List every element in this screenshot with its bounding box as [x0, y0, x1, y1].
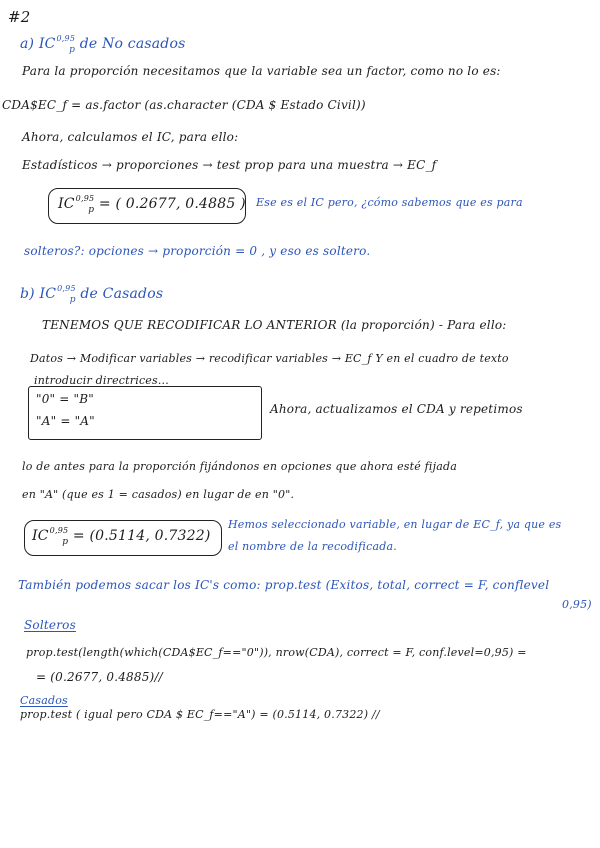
- section-b-note2: el nombre de la recodificada.: [228, 540, 397, 553]
- section-a-note1: Ese es el IC pero, ¿cómo sabemos que es para: [256, 196, 523, 209]
- section-b-result-sup: 0,95: [49, 526, 69, 535]
- section-b-title-prefix: b) IC: [20, 286, 57, 302]
- section-a-line2: Ahora, calculamos el IC, para ello:: [22, 130, 239, 144]
- section-a-result-value: = ( 0.2677, 0.4885 ): [98, 196, 246, 212]
- exercise-number: #2: [8, 8, 31, 26]
- section-a-note2: solteros?: opciones → proporción = 0 , y eso es soltero.: [24, 244, 371, 258]
- section-b-result-value: = (0.5114, 0.7322): [72, 528, 211, 544]
- section-a-title-sub: p: [69, 45, 76, 55]
- section-b-line5: en "A" (que es 1 = casados) en lugar de en "0".: [22, 488, 295, 501]
- section-b-result: [32, 526, 211, 547]
- section-b-result-sub: p: [62, 537, 69, 547]
- section-a-code1: CDA$EC_f = as.factor (as.character (CDA $ Estado Civil)): [2, 98, 366, 112]
- section-a-title-rest: de No casados: [79, 36, 186, 52]
- section-a-result-sup: 0,95: [75, 194, 95, 203]
- section-a-result: [58, 194, 246, 215]
- section-b-line3: introducir directrices...: [34, 374, 169, 387]
- casados-code: prop.test ( igual pero CDA $ EC_f=="A") = (0.5114, 0.7322) //: [20, 708, 380, 721]
- section-a-title-sup: 0,95: [56, 34, 76, 43]
- solteros-result: = (0.2677, 0.4885)//: [36, 670, 163, 684]
- section-a-line3: Estadísticos → proporciones → test prop para una muestra → EC_f: [22, 158, 437, 172]
- section-a-result-sub: p: [88, 205, 95, 215]
- section-b-line2: Datos → Modificar variables → recodificar variables → EC_f Y en el cuadro de texto: [30, 352, 509, 365]
- section-a-line1: Para la proporción necesitamos que la variable sea un factor, como no lo es:: [22, 64, 501, 78]
- section-b-recode2: "A" = "A": [36, 414, 95, 428]
- section-c-line1: También podemos sacar los IC's como: prop.test (Exitos, total, correct = F, conflevel: [18, 578, 550, 592]
- section-b-recode1: "0" = "B": [36, 392, 95, 406]
- section-b-note1: Hemos seleccionado variable, en lugar de EC_f, ya que es: [228, 518, 562, 531]
- section-b-result-label: IC: [32, 528, 49, 544]
- section-a-result-label: IC: [58, 196, 75, 212]
- section-a-title: [20, 34, 186, 55]
- section-b-line4: lo de antes para la proporción fijándonos en opciones que ahora esté fijada: [22, 460, 458, 473]
- section-a-title-prefix: a) IC: [20, 36, 56, 52]
- section-b-line1: TENEMOS QUE RECODIFICAR LO ANTERIOR (la proporción) - Para ello:: [42, 318, 507, 332]
- section-b-title-rest: de Casados: [80, 286, 164, 302]
- section-b-title: [20, 284, 164, 305]
- solteros-title: Solteros: [24, 618, 76, 632]
- solteros-code: prop.test(length(which(CDA$EC_f=="0")), nrow(CDA), correct = F, conf.level=0,95) =: [26, 646, 527, 659]
- section-b-recode-note: Ahora, actualizamos el CDA y repetimos: [270, 402, 523, 416]
- section-c-line1-end: 0,95): [562, 598, 592, 611]
- section-b-title-sup: 0,95: [57, 284, 76, 293]
- casados-title: Casados: [20, 694, 68, 707]
- section-b-title-sub: p: [69, 295, 76, 305]
